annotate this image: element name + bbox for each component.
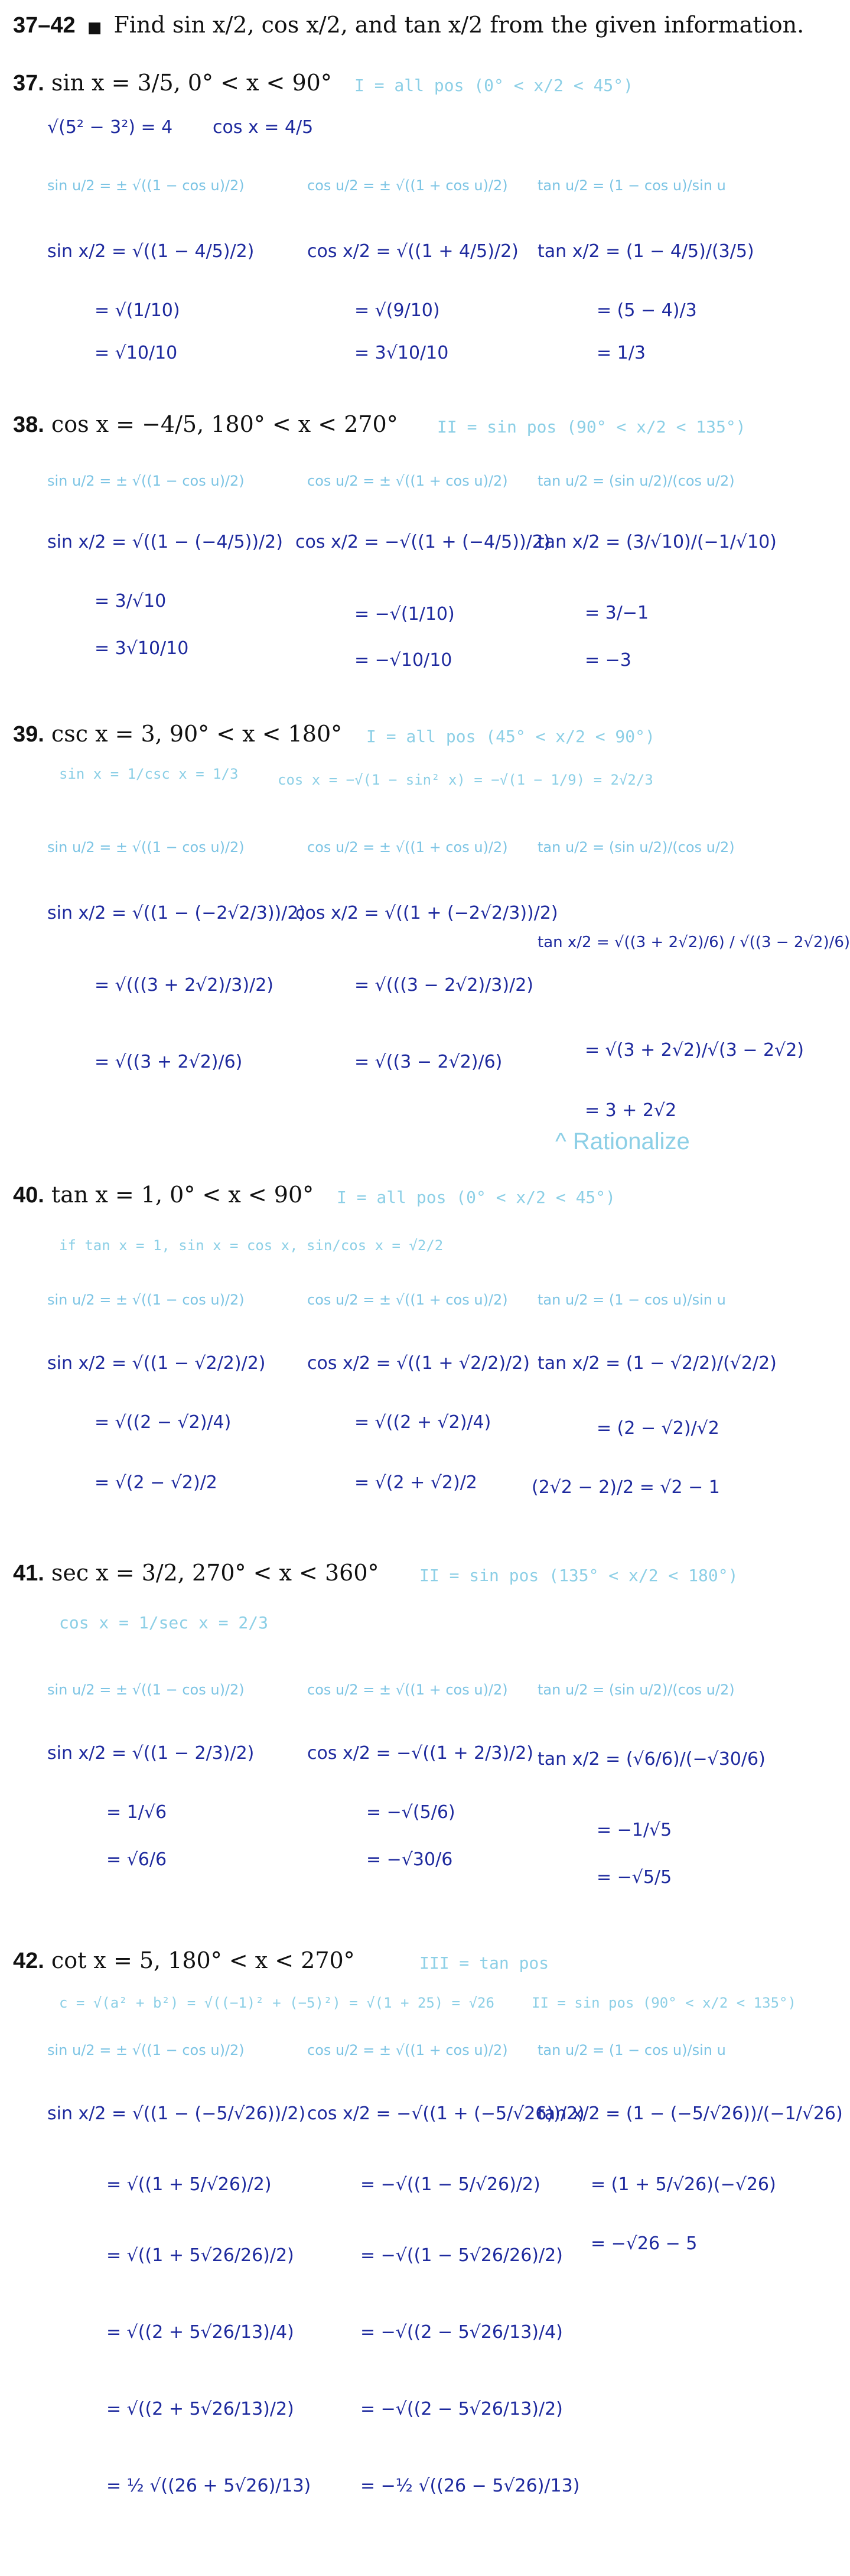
exercise-range: 37–42 bbox=[13, 13, 76, 38]
cos-step: cos x/2 = √((1 + (−2√2/3))/2) bbox=[295, 903, 558, 923]
tan-step: tan x/2 = √((3 + 2√2)/6) / √((3 − 2√2)/6) bbox=[538, 934, 850, 951]
cos-step: = √(((3 − 2√2)/3)/2) bbox=[354, 975, 533, 996]
problem-given: cot x = 5, 180° < x < 270° bbox=[51, 1947, 355, 1973]
sin-step: = √((2 + 5√26/13)/2) bbox=[106, 2399, 294, 2419]
sin-half-formula: sin u/2 = ± √((1 − cos u)/2) bbox=[47, 1292, 245, 1308]
rationalize-note: ^ Rationalize bbox=[555, 1128, 690, 1154]
cos-step: = √(9/10) bbox=[354, 300, 440, 321]
tan-step: (2√2 − 2)/2 = √2 − 1 bbox=[532, 1477, 720, 1498]
tan-step: = (2 − √2)/√2 bbox=[597, 1418, 719, 1439]
cos-step: = −√((1 − 5/√26)/2) bbox=[360, 2174, 540, 2195]
problem-38-label bbox=[13, 411, 398, 438]
sin-step: = √((2 − √2)/4) bbox=[95, 1412, 232, 1433]
cos-half-formula: cos u/2 = ± √((1 + cos u)/2) bbox=[307, 1681, 508, 1698]
problem-given: tan x = 1, 0° < x < 90° bbox=[51, 1182, 314, 1208]
problem-37-label bbox=[13, 70, 332, 96]
quadrant-note: I = all pos (45° < x/2 < 90°) bbox=[366, 727, 655, 746]
tan-step: = 3 + 2√2 bbox=[585, 1100, 677, 1121]
quadrant-note: III = tan pos bbox=[419, 1953, 549, 1973]
problem-given: cos x = −4/5, 180° < x < 270° bbox=[51, 411, 398, 437]
problem-number: 39. bbox=[13, 722, 44, 747]
cos-step: = −½ √((26 − 5√26)/13) bbox=[360, 2476, 580, 2496]
sin-step: = √((1 + 5/√26)/2) bbox=[106, 2174, 272, 2195]
cos-step: = 3√10/10 bbox=[354, 343, 449, 363]
sin-step: = ½ √((26 + 5√26)/13) bbox=[106, 2476, 311, 2496]
quadrant-note: II = sin pos (90° < x/2 < 135°) bbox=[437, 417, 746, 437]
sin-step: = √((2 + 5√26/13)/4) bbox=[106, 2322, 294, 2343]
cos-step: cos x/2 = √((1 + √2/2)/2) bbox=[307, 1353, 530, 1374]
prework-step: cos x = 4/5 bbox=[213, 117, 314, 138]
cos-step: = −√30/6 bbox=[366, 1849, 453, 1870]
sin-step: sin x/2 = √((1 − (−4/5))/2) bbox=[47, 532, 283, 552]
tan-step: = −3 bbox=[585, 650, 631, 671]
cos-half-formula: cos u/2 = ± √((1 + cos u)/2) bbox=[307, 839, 508, 856]
prework-step: cos x = −√(1 − sin² x) = −√(1 − 1/9) = 2√2/3 bbox=[278, 772, 653, 788]
tan-half-formula: tan u/2 = (1 − cos u)/sin u bbox=[538, 177, 726, 194]
cos-step: = −√((2 − 5√26/13)/2) bbox=[360, 2399, 563, 2419]
cos-step: = −√((1 − 5√26/26)/2) bbox=[360, 2245, 563, 2266]
problem-number: 41. bbox=[13, 1561, 44, 1586]
quadrant-note: II = sin pos (135° < x/2 < 180°) bbox=[419, 1566, 738, 1585]
sin-half-formula: sin u/2 = ± √((1 − cos u)/2) bbox=[47, 1681, 245, 1698]
quadrant-note: I = all pos (0° < x/2 < 45°) bbox=[354, 76, 634, 95]
cos-step: = √(2 + √2)/2 bbox=[354, 1472, 477, 1493]
quadrant-note: I = all pos (0° < x/2 < 45°) bbox=[337, 1188, 616, 1207]
cos-half-formula: cos u/2 = ± √((1 + cos u)/2) bbox=[307, 473, 508, 489]
cos-step: = −√((2 − 5√26/13)/4) bbox=[360, 2322, 563, 2343]
sin-step: = √(1/10) bbox=[95, 300, 180, 321]
tan-step: tan x/2 = (3/√10)/(−1/√10) bbox=[538, 532, 777, 552]
cos-step: cos x/2 = −√((1 + (−4/5))/2) bbox=[295, 532, 551, 552]
tan-step: tan x/2 = (√6/6)/(−√30/6) bbox=[538, 1749, 766, 1770]
problem-given: sin x = 3/5, 0° < x < 90° bbox=[51, 70, 332, 96]
tan-step: = −1/√5 bbox=[597, 1820, 672, 1840]
problem-40-label bbox=[13, 1182, 314, 1208]
prework-step: if tan x = 1, sin x = cos x, sin/cos x = √2/2 bbox=[59, 1237, 444, 1254]
problem-number: 40. bbox=[13, 1183, 44, 1208]
problem-41-label bbox=[13, 1560, 379, 1586]
sin-half-formula: sin u/2 = ± √((1 − cos u)/2) bbox=[47, 839, 245, 856]
problem-number: 37. bbox=[13, 71, 44, 96]
sin-step: sin x/2 = √((1 − (−5/√26))/2) bbox=[47, 2103, 306, 2124]
tan-step: = −√26 − 5 bbox=[591, 2233, 698, 2254]
tan-step: = 1/3 bbox=[597, 343, 646, 363]
tan-step: tan x/2 = (1 − √2/2)/(√2/2) bbox=[538, 1353, 777, 1374]
cos-step: = −√(5/6) bbox=[366, 1802, 455, 1823]
tan-step: = (1 + 5/√26)(−√26) bbox=[591, 2174, 776, 2195]
cos-step: = −√10/10 bbox=[354, 650, 452, 671]
sin-step: = √(((3 + 2√2)/3)/2) bbox=[95, 975, 273, 996]
tan-step: = √(3 + 2√2)/√(3 − 2√2) bbox=[585, 1040, 805, 1061]
cos-step: cos x/2 = √((1 + 4/5)/2) bbox=[307, 241, 519, 262]
sin-step: sin x/2 = √((1 − (−2√2/3))/2) bbox=[47, 903, 306, 923]
sin-step: sin x/2 = √((1 − √2/2)/2) bbox=[47, 1353, 266, 1374]
tan-step: tan x/2 = (1 − 4/5)/(3/5) bbox=[538, 241, 754, 262]
cos-step: cos x/2 = −√((1 + 2/3)/2) bbox=[307, 1743, 534, 1764]
prework-step: sin x = 1/csc x = 1/3 bbox=[59, 766, 239, 782]
cos-step: = √((2 + √2)/4) bbox=[354, 1412, 491, 1433]
sin-step: = √((1 + 5√26/26)/2) bbox=[106, 2245, 294, 2266]
exercise-header bbox=[13, 12, 804, 38]
prework-step: c = √(a² + b²) = √((−1)² + (−5)²) = √(1 + 25) = √26 bbox=[59, 1995, 494, 2011]
sin-step: sin x/2 = √((1 − 4/5)/2) bbox=[47, 241, 255, 262]
cos-half-formula: cos u/2 = ± √((1 + cos u)/2) bbox=[307, 2042, 508, 2058]
sin-step: sin x/2 = √((1 − 2/3)/2) bbox=[47, 1743, 255, 1764]
tan-step: tan x/2 = (1 − (−5/√26))/(−1/√26) bbox=[538, 2103, 843, 2124]
sin-step: = √((3 + 2√2)/6) bbox=[95, 1052, 243, 1072]
problem-given: csc x = 3, 90° < x < 180° bbox=[51, 721, 343, 747]
tan-step: = −√5/5 bbox=[597, 1867, 672, 1888]
tan-step: = (5 − 4)/3 bbox=[597, 300, 697, 321]
problem-39-label bbox=[13, 721, 342, 747]
sin-step: = √(2 − √2)/2 bbox=[95, 1472, 217, 1493]
cos-half-formula: cos u/2 = ± √((1 + cos u)/2) bbox=[307, 177, 508, 194]
square-bullet: ■ bbox=[87, 19, 102, 37]
problem-number: 42. bbox=[13, 1949, 44, 1973]
sin-step: = 1/√6 bbox=[106, 1802, 167, 1823]
sin-half-formula: sin u/2 = ± √((1 − cos u)/2) bbox=[47, 473, 245, 489]
tan-ratio-formula: tan u/2 = (sin u/2)/(cos u/2) bbox=[538, 839, 735, 856]
tan-step: = 3/−1 bbox=[585, 603, 649, 623]
tan-ratio-formula: tan u/2 = (sin u/2)/(cos u/2) bbox=[538, 1681, 735, 1698]
sin-half-formula: sin u/2 = ± √((1 − cos u)/2) bbox=[47, 2042, 245, 2058]
prework-step: II = sin pos (90° < x/2 < 135°) bbox=[532, 1995, 796, 2011]
tan-half-formula: tan u/2 = (1 − cos u)/sin u bbox=[538, 2042, 726, 2058]
cos-step: cos x/2 = −√((1 + (−5/√26))/2) bbox=[307, 2103, 585, 2124]
exercise-instruction: Find sin x/2, cos x/2, and tan x/2 from the given information. bbox=[113, 12, 805, 38]
tan-half-formula: tan u/2 = (1 − cos u)/sin u bbox=[538, 1292, 726, 1308]
cos-step: = −√(1/10) bbox=[354, 604, 455, 625]
sin-step: = √6/6 bbox=[106, 1849, 167, 1870]
prework-step: cos x = 1/sec x = 2/3 bbox=[59, 1613, 269, 1632]
cos-half-formula: cos u/2 = ± √((1 + cos u)/2) bbox=[307, 1292, 508, 1308]
sin-step: = √10/10 bbox=[95, 343, 178, 363]
problem-number: 38. bbox=[13, 412, 44, 437]
tan-ratio-formula: tan u/2 = (sin u/2)/(cos u/2) bbox=[538, 473, 735, 489]
problem-given: sec x = 3/2, 270° < x < 360° bbox=[51, 1560, 379, 1586]
cos-step: = √((3 − 2√2)/6) bbox=[354, 1052, 503, 1072]
problem-42-label bbox=[13, 1947, 355, 1974]
sin-step: = 3/√10 bbox=[95, 591, 167, 612]
prework-step: √(5² − 3²) = 4 bbox=[47, 117, 173, 138]
sin-step: = 3√10/10 bbox=[95, 638, 189, 659]
sin-half-formula: sin u/2 = ± √((1 − cos u)/2) bbox=[47, 177, 245, 194]
